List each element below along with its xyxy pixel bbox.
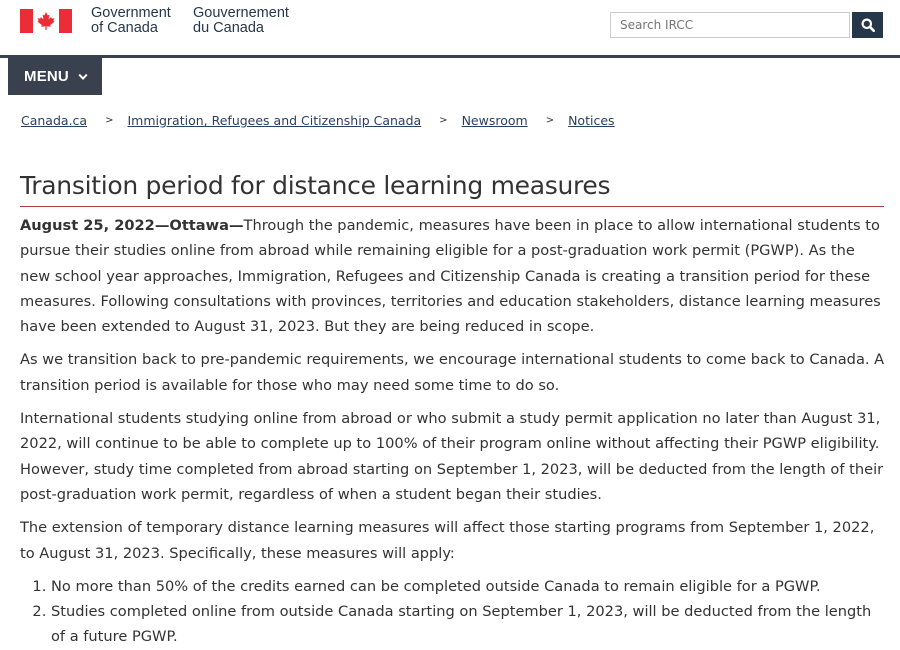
paragraph-transition: As we transition back to pre-pandemic requirements, we encourage international students to come back to Canada. A transition period is available for those who may need some time to do so. — [20, 351, 885, 394]
magnifier-icon — [861, 18, 875, 32]
title-underline — [20, 206, 884, 207]
article-body — [20, 213, 888, 650]
breadcrumb — [21, 113, 615, 128]
search-button[interactable] — [852, 12, 883, 38]
list-item: 1. No more than 50% of the credits earned can be completed outside Canada to remain eligible for a PGWP. — [51, 574, 888, 599]
signature-fr-line2: du Canada — [193, 20, 264, 36]
chevron-right-icon: > — [439, 115, 448, 126]
paragraph-intro-text: Through the pandemic, measures have been in place to allow international students to pursue their studies online from abroad while remaining eligible for a post-graduation work permit (PGWP). As the new school year approaches, Immigration, Refugees and Citizenship Canada is creating a transition period for these measures. Following consultations with provinces, territories and education stakeholders, distance learning measures have been extended to August 31, 2023. But they are being reduced in scope. — [20, 217, 881, 336]
menu-label: MENU — [24, 68, 69, 85]
signature-fr-line1: Gouvernement — [193, 5, 289, 21]
dateline: August 25, 2022—Ottawa— — [20, 217, 244, 234]
paragraph-intro — [20, 213, 888, 339]
page-title: Transition period for distance learning measures — [20, 171, 611, 200]
canada-flag-logo[interactable] — [20, 9, 72, 33]
header-divider — [0, 55, 900, 58]
breadcrumb-link-canada[interactable]: Canada.ca — [21, 113, 88, 128]
chevron-down-icon — [78, 73, 88, 81]
signature-en-line2: of Canada — [91, 20, 158, 36]
menu-button[interactable] — [8, 58, 102, 95]
search-input[interactable] — [610, 12, 850, 38]
measures-list — [20, 574, 888, 650]
chevron-right-icon: > — [545, 115, 555, 126]
signature-en-line1: Government — [91, 5, 171, 21]
breadcrumb-link-notices[interactable]: Notices — [568, 113, 615, 128]
signature-french[interactable] — [193, 6, 289, 36]
paragraph-extension: The extension of temporary distance learning measures will affect those starting programs from September 1, 2022, to August 31, 2023. Specifically, these measures will apply: — [20, 519, 875, 562]
chevron-right-icon: > — [105, 115, 114, 126]
paragraph-eligibility: International students studying online from abroad or who submit a study permit application no later than August 31, 2022, will continue to be able to complete up to 100% of their program online without affecting their PGWP eligibility. However, study time completed from abroad starting on September 1, 2023, will be deducted from the length of their post-graduation work permit, regardless of when a student began their studies. — [20, 410, 884, 503]
breadcrumb-link-newsroom[interactable]: Newsroom — [461, 113, 528, 128]
list-item: 2. Studies completed online from outside Canada starting on September 1, 2023, will be deducted from the length of a future PGWP. — [51, 599, 888, 650]
site-header — [0, 0, 900, 55]
breadcrumb-link-ircc[interactable]: Immigration, Refugees and Citizenship Canada — [127, 113, 422, 128]
signature-english[interactable] — [91, 6, 171, 36]
